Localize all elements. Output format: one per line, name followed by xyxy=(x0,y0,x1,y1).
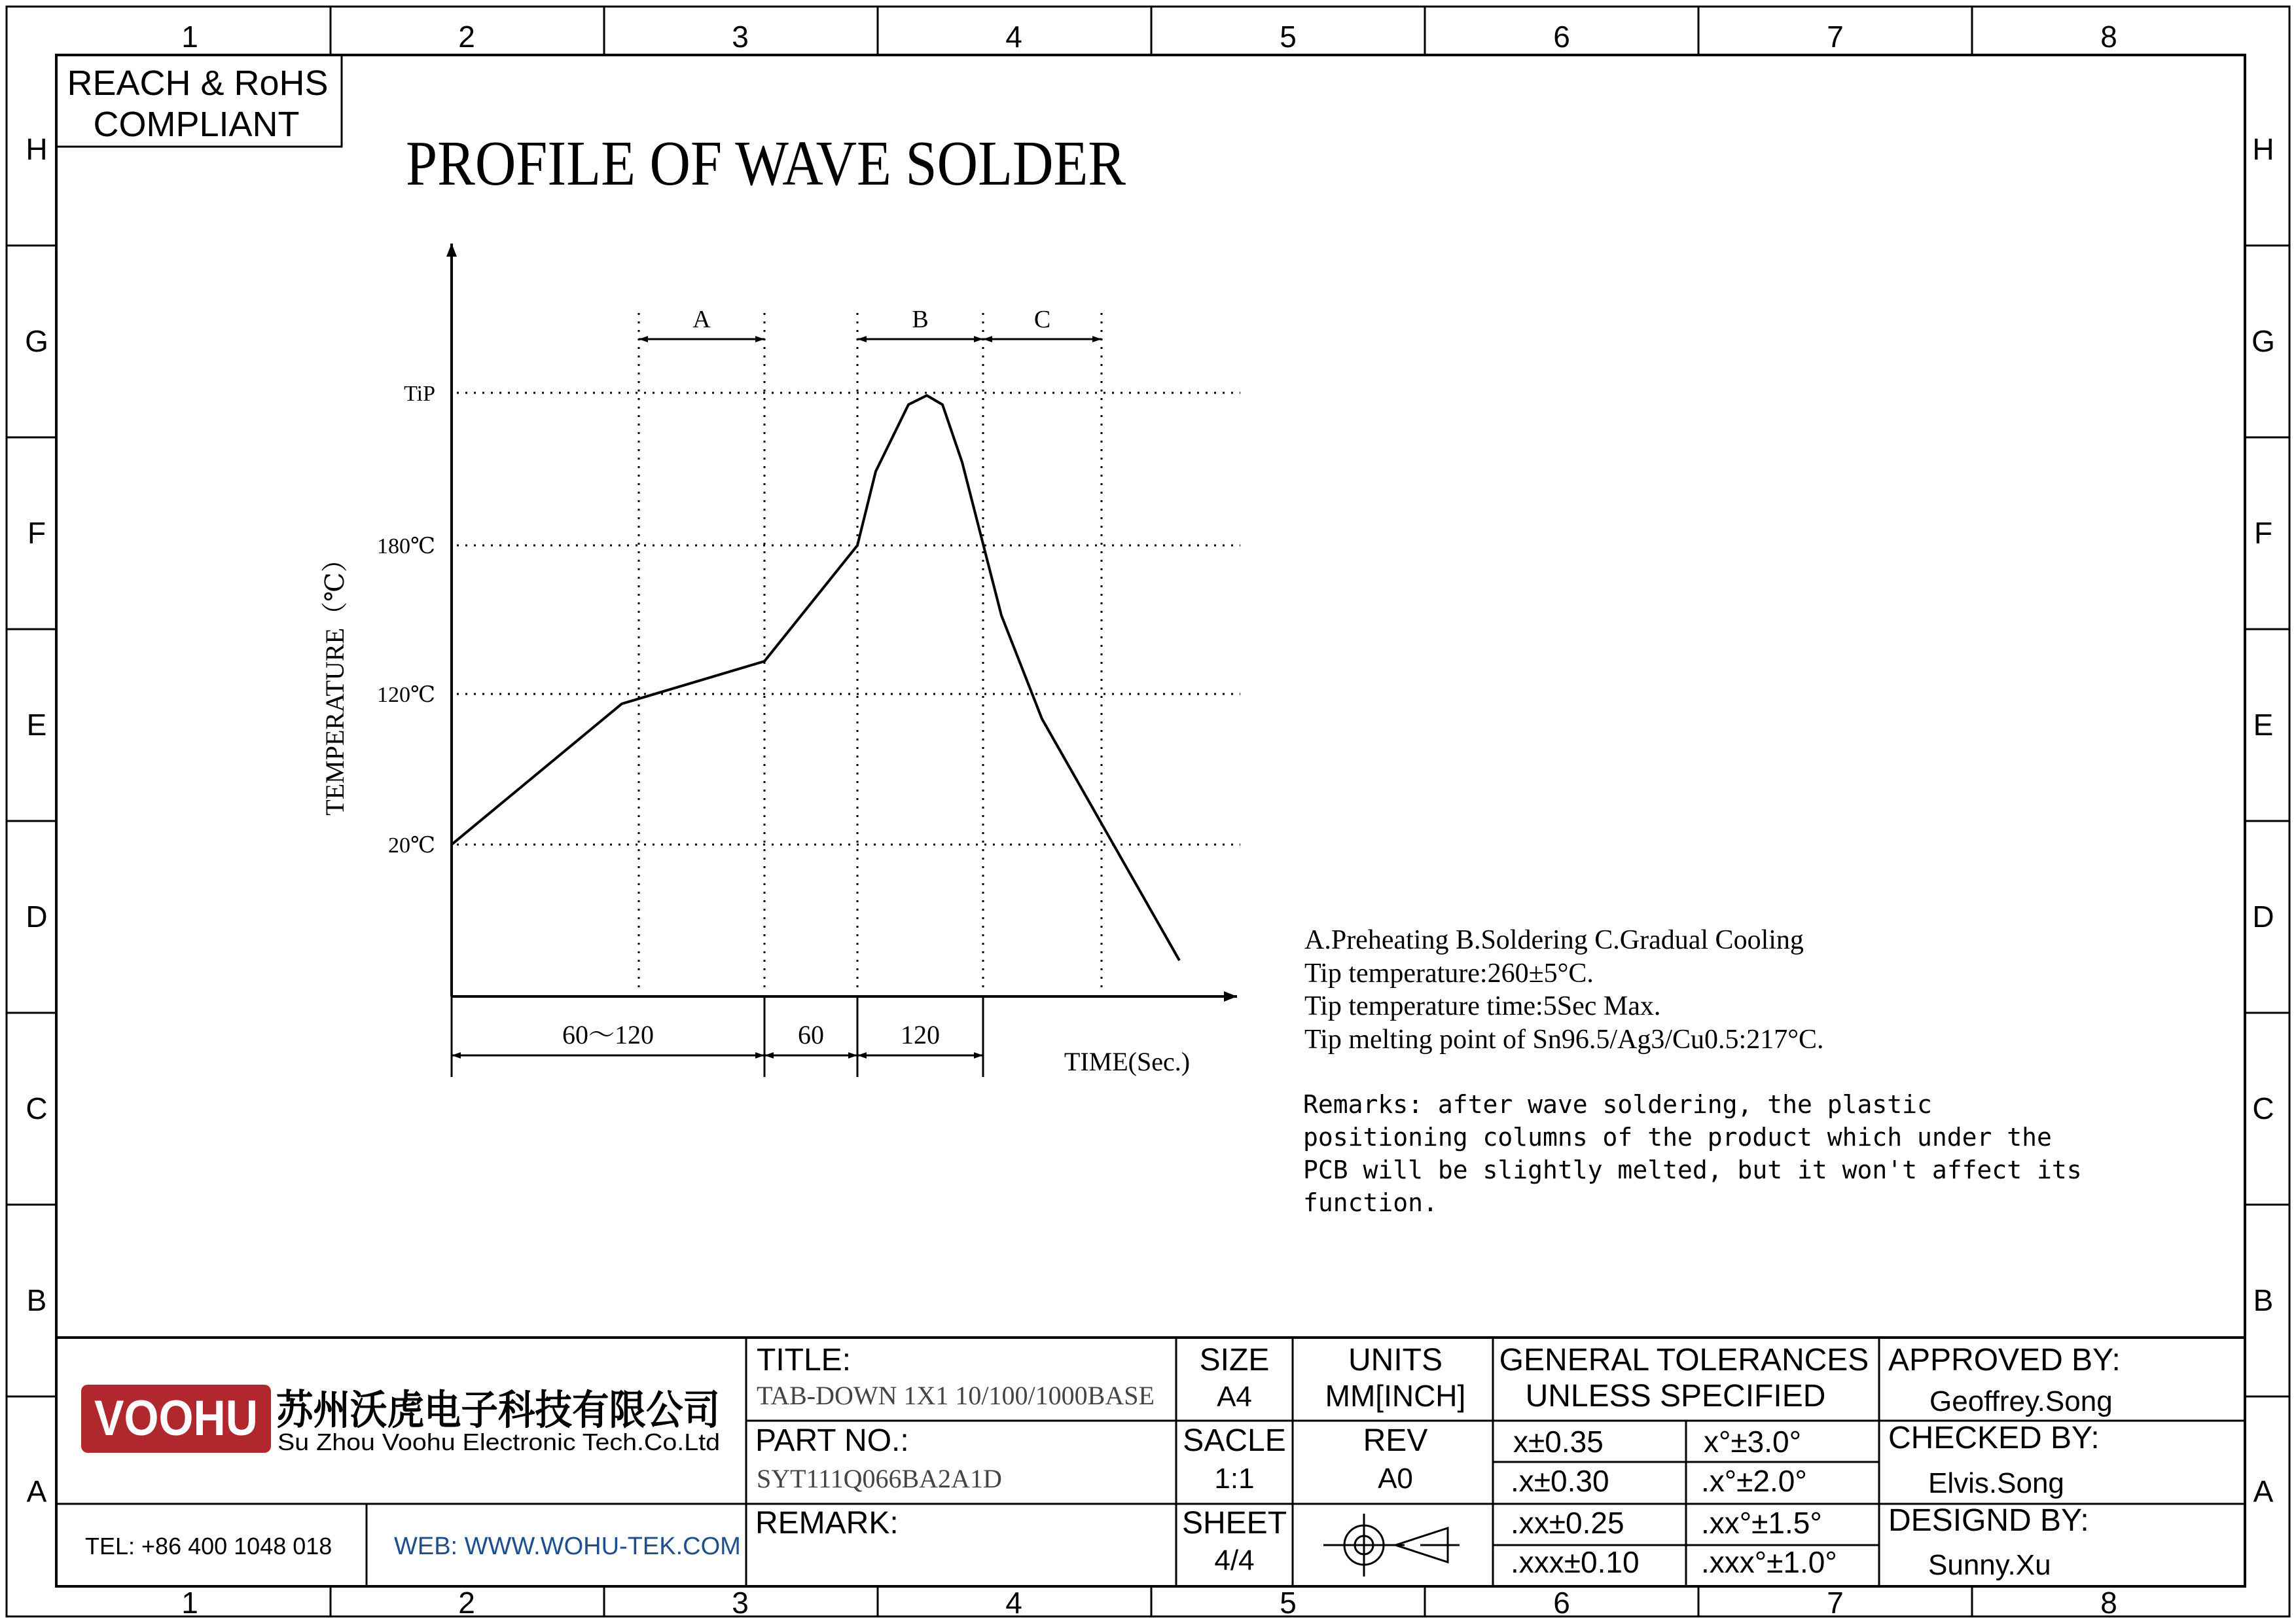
company-logo xyxy=(81,1385,271,1453)
duration-label: 60 xyxy=(798,1020,824,1049)
company-phone: TEL: +86 400 1048 018 xyxy=(85,1533,332,1559)
column-label: 4 xyxy=(1005,1586,1022,1620)
designed-by-label: DESIGND BY: xyxy=(1888,1503,2089,1538)
row-label: G xyxy=(2251,324,2275,358)
temperature-gridlines xyxy=(457,393,1240,845)
compliance-line-1: REACH & RoHS xyxy=(67,64,329,103)
part-number-value: SYT111Q066BA2A1D xyxy=(757,1464,1002,1493)
row-label: H xyxy=(26,132,48,166)
scale-label: SACLE xyxy=(1183,1423,1286,1458)
column-label: 1 xyxy=(181,1586,198,1620)
tolerance-linear: .xxx±0.10 xyxy=(1511,1545,1640,1579)
temperature-tick-label: TiP xyxy=(404,382,435,406)
tolerance-angular: .xxx°±1.0° xyxy=(1701,1545,1837,1579)
zone-label: A xyxy=(692,306,711,333)
title-block xyxy=(56,1338,2245,1586)
checked-by-label: CHECKED BY: xyxy=(1888,1421,2100,1455)
company-name-cn: 苏州沃虎电子科技有限公司 xyxy=(276,1388,720,1433)
note-line: Tip temperature:260±5°C. xyxy=(1304,958,1594,989)
compliance-line-2: COMPLIANT xyxy=(93,105,300,144)
zone-label: C xyxy=(1033,306,1051,333)
title-label: TITLE: xyxy=(757,1343,852,1377)
column-label: 1 xyxy=(181,20,198,54)
row-label: E xyxy=(26,708,47,742)
duration-label: 120 xyxy=(901,1020,940,1049)
temperature-tick-label: 180℃ xyxy=(376,534,435,558)
tolerance-angular: x°±3.0° xyxy=(1704,1425,1801,1459)
column-label: 4 xyxy=(1005,20,1022,54)
solder-profile-diagram xyxy=(320,244,1240,1077)
column-label: 5 xyxy=(1280,1586,1297,1620)
row-label: F xyxy=(27,516,46,550)
row-label: B xyxy=(26,1283,47,1317)
approved-by-value: Geoffrey.Song xyxy=(1929,1385,2113,1417)
column-label: 2 xyxy=(458,1586,475,1620)
note-line: A.Preheating B.Soldering C.Gradual Cooling xyxy=(1304,925,1804,955)
tolerance-linear: x±0.35 xyxy=(1513,1425,1604,1459)
remark-line: function. xyxy=(1303,1188,1438,1217)
rev-value: A0 xyxy=(1378,1463,1413,1495)
row-label: A xyxy=(2253,1474,2274,1508)
remark-label: REMARK: xyxy=(755,1506,899,1541)
row-label: D xyxy=(2252,900,2274,934)
compliance-badge xyxy=(56,55,342,147)
column-label: 6 xyxy=(1553,20,1570,54)
remark-line: PCB will be slightly melted, but it won't affect its xyxy=(1303,1156,2082,1184)
company-website: WEB: WWW.WOHU-TEK.COM xyxy=(394,1533,741,1560)
part-number-label: PART NO.: xyxy=(755,1423,909,1458)
duration-dimensions xyxy=(452,996,983,1077)
units-value: MM[INCH] xyxy=(1325,1379,1466,1413)
checked-by-value: Elvis.Song xyxy=(1928,1467,2064,1499)
temperature-tick-label: 20℃ xyxy=(387,833,435,858)
column-label: 6 xyxy=(1553,1586,1570,1620)
row-label: F xyxy=(2253,516,2273,550)
company-name-en: Su Zhou Voohu Electronic Tech.Co.Ltd xyxy=(278,1429,720,1455)
process-notes xyxy=(1303,925,2082,1217)
duration-label: 60～120 xyxy=(562,1020,654,1049)
zone-arrows xyxy=(639,306,1102,339)
size-label: SIZE xyxy=(1199,1343,1270,1377)
projection-symbol-icon xyxy=(1323,1514,1460,1577)
row-label: C xyxy=(2252,1091,2274,1125)
column-label: 5 xyxy=(1280,20,1297,54)
note-line: Tip temperature time:5Sec Max. xyxy=(1304,991,1661,1021)
zone-labels xyxy=(25,20,2275,1620)
tolerance-linear: .xx±0.25 xyxy=(1511,1506,1624,1540)
drawing-heading: PROFILE OF WAVE SOLDER xyxy=(406,128,1126,199)
row-label: C xyxy=(26,1091,48,1125)
rev-label: REV xyxy=(1363,1423,1428,1458)
row-label: E xyxy=(2253,708,2274,742)
size-value: A4 xyxy=(1217,1381,1252,1413)
approved-by-label: APPROVED BY: xyxy=(1888,1343,2121,1377)
column-label: 3 xyxy=(732,1586,749,1620)
tolerances-subheading: UNLESS SPECIFIED xyxy=(1525,1379,1826,1413)
row-label: D xyxy=(26,900,48,934)
scale-value: 1:1 xyxy=(1214,1463,1255,1495)
sheet-label: SHEET xyxy=(1181,1506,1287,1541)
zone-label: B xyxy=(912,306,929,333)
designed-by-value: Sunny.Xu xyxy=(1928,1549,2051,1581)
units-label: UNITS xyxy=(1348,1343,1443,1377)
column-label: 7 xyxy=(1827,20,1844,54)
row-label: B xyxy=(2253,1283,2274,1317)
tolerance-angular: .x°±2.0° xyxy=(1701,1464,1807,1498)
remark-line: Remarks: after wave soldering, the plastic xyxy=(1303,1090,1932,1119)
column-label: 3 xyxy=(732,20,749,54)
zone-gridlines xyxy=(639,313,1102,992)
row-label: A xyxy=(26,1474,47,1508)
tolerance-linear: .x±0.30 xyxy=(1511,1464,1609,1498)
column-label: 7 xyxy=(1827,1586,1844,1620)
column-label: 8 xyxy=(2100,20,2117,54)
tolerance-angular: .xx°±1.5° xyxy=(1701,1506,1822,1540)
logo-text: VOOHU xyxy=(94,1391,258,1446)
column-label: 2 xyxy=(458,20,475,54)
title-value: TAB-DOWN 1X1 10/100/1000BASE xyxy=(757,1381,1155,1410)
x-axis-label: TIME(Sec.) xyxy=(1064,1047,1191,1076)
row-label: G xyxy=(25,324,48,358)
row-label: H xyxy=(2252,132,2274,166)
y-axis-label: TEMPERATURE（℃） xyxy=(320,546,350,816)
note-line: Tip melting point of Sn96.5/Ag3/Cu0.5:217°C. xyxy=(1304,1025,1824,1055)
temperature-tick-label: 120℃ xyxy=(376,683,435,707)
temperature-tick-labels xyxy=(377,382,435,858)
sheet-value: 4/4 xyxy=(1214,1544,1255,1577)
column-label: 8 xyxy=(2100,1586,2117,1620)
temperature-profile-curve xyxy=(452,395,1179,960)
remark-line: positioning columns of the product which under the xyxy=(1303,1123,2052,1152)
tolerances-heading: GENERAL TOLERANCES xyxy=(1499,1343,1869,1377)
